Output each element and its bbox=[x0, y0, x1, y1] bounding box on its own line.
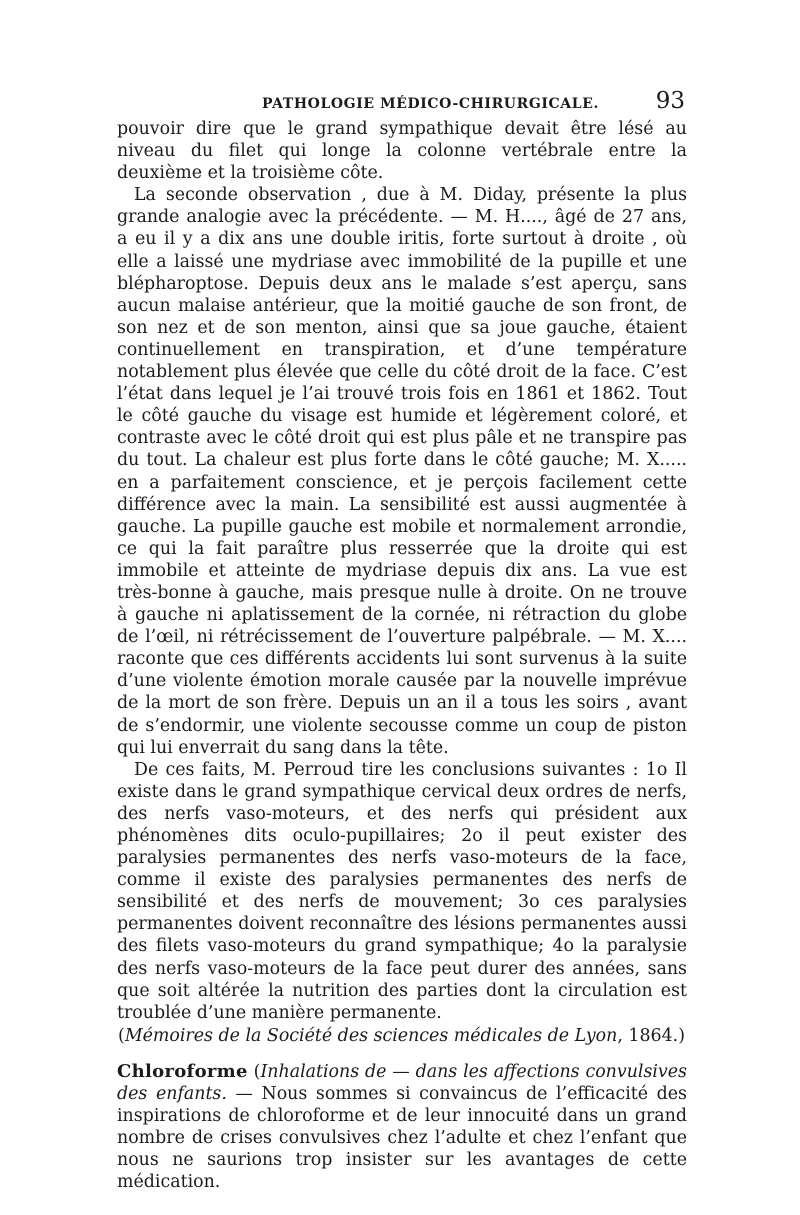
section-subtitle: Inhalations de — dans les affections convulsives des enfants. bbox=[117, 1061, 687, 1105]
paragraph-continuation: pouvoir dire que le grand sympathique devait être lésé au niveau du filet qui longe la colonne vertébrale entre la deuxième et la troisième côte. bbox=[117, 119, 687, 184]
paragraph-conclusions: De ces faits, M. Perroud tire les conclusions suivantes : 1o Il existe dans le grand sympathique cervical deux ordres de nerfs, des nerfs vaso-moteurs, et des nerfs qui président aux phénomènes dits oculo-pupillaires; 2o il peut exister des paralysies permanentes des nerfs vaso-moteurs de la face, comme il existe des paralysies permanentes des nerfs de sensibilité et des nerfs de mouvement; 3o ces paralysies permanentes doivent reconnaître des lésions permanentes aussi des filets vaso-moteurs du grand sympathique; 4o la paralysie des nerfs vaso-moteurs de la face peut durer des années, sans que soit altérée la nutrition des parties dont la circulation est troublée d’une manière permanente. bbox=[117, 759, 687, 1023]
section-title: Chloroforme bbox=[117, 1060, 248, 1082]
running-head bbox=[117, 88, 687, 118]
page-number: 93 bbox=[655, 88, 685, 114]
section-body: — Nous sommes si convaincus de l’efficacité des inspirations de chloroforme et de leur innocuité dans un grand nombre de crises convulsives chez l’adulte et chez l’enfant que nous ne saurions trop insister sur les avantages de cette médication. bbox=[117, 1084, 687, 1193]
body-text bbox=[117, 118, 687, 1024]
section-chloroforme bbox=[117, 1061, 687, 1194]
section-paragraph bbox=[117, 1061, 687, 1194]
book-page bbox=[117, 88, 687, 1194]
citation-year: , 1864. bbox=[617, 1025, 679, 1046]
paragraph-second-observation: La seconde observation , due à M. Diday, présente la plus grande analogie avec la précédente. — M. H...., âgé de 27 ans, a eu il y a dix ans une double iritis, forte surtout à droite , où elle a laissé une mydriase avec immobilité de la pupille et une blépharoptose. Depuis deux ans le malade s’est aperçu, sans aucun malaise antérieur, que la moitié gauche de son front, de son nez et de son menton, ainsi que sa joue gauche, étaient continuellement en transpiration, et d’une température notablement plus élevée que celle du côté droit de la face. C’est l’état dans lequel je l’ai trouvé trois fois en 1861 et 1862. Tout le côté gauche du visage est humide et légèrement coloré, et contraste avec le côté droit qui est plus pâle et ne transpire pas du tout. La chaleur est plus forte dans le côté gauche; M. X..... en a parfaitement conscience, et je perçois facilement cette différence avec la main. La sensibilité est aussi augmentée à gauche. La pupille gauche est mobile et normalement arrondie, ce qui la fait paraître plus resserrée que la droite qui est immobile et atteinte de mydriase depuis dix ans. La vue est très-bonne à gauche, mais presque nulle à droite. On ne trouve à gauche ni aplatissement de la cornée, ni rétraction du globe de l’œil, ni rétrécissement de l’ouverture palpébrale. — M. X.... raconte que ces différents accidents lui sont survenus à la suite d’une violente émotion morale causée par la nouvelle imprévue de la mort de son frère. Depuis un an il a tous les soirs , avant de s’endormir, une violente secousse comme un coup de piston qui lui enverrait du sang dans la tête. bbox=[117, 185, 687, 758]
citation-source: Mémoires de la Société des sciences médicales de Lyon bbox=[124, 1025, 618, 1046]
running-title: PATHOLOGIE MÉDICO-CHIRURGICALE. bbox=[262, 96, 599, 112]
citation: (Mémoires de la Société des sciences médicales de Lyon, 1864.) bbox=[118, 1025, 685, 1046]
section-subtitle-open: ( bbox=[247, 1061, 261, 1082]
